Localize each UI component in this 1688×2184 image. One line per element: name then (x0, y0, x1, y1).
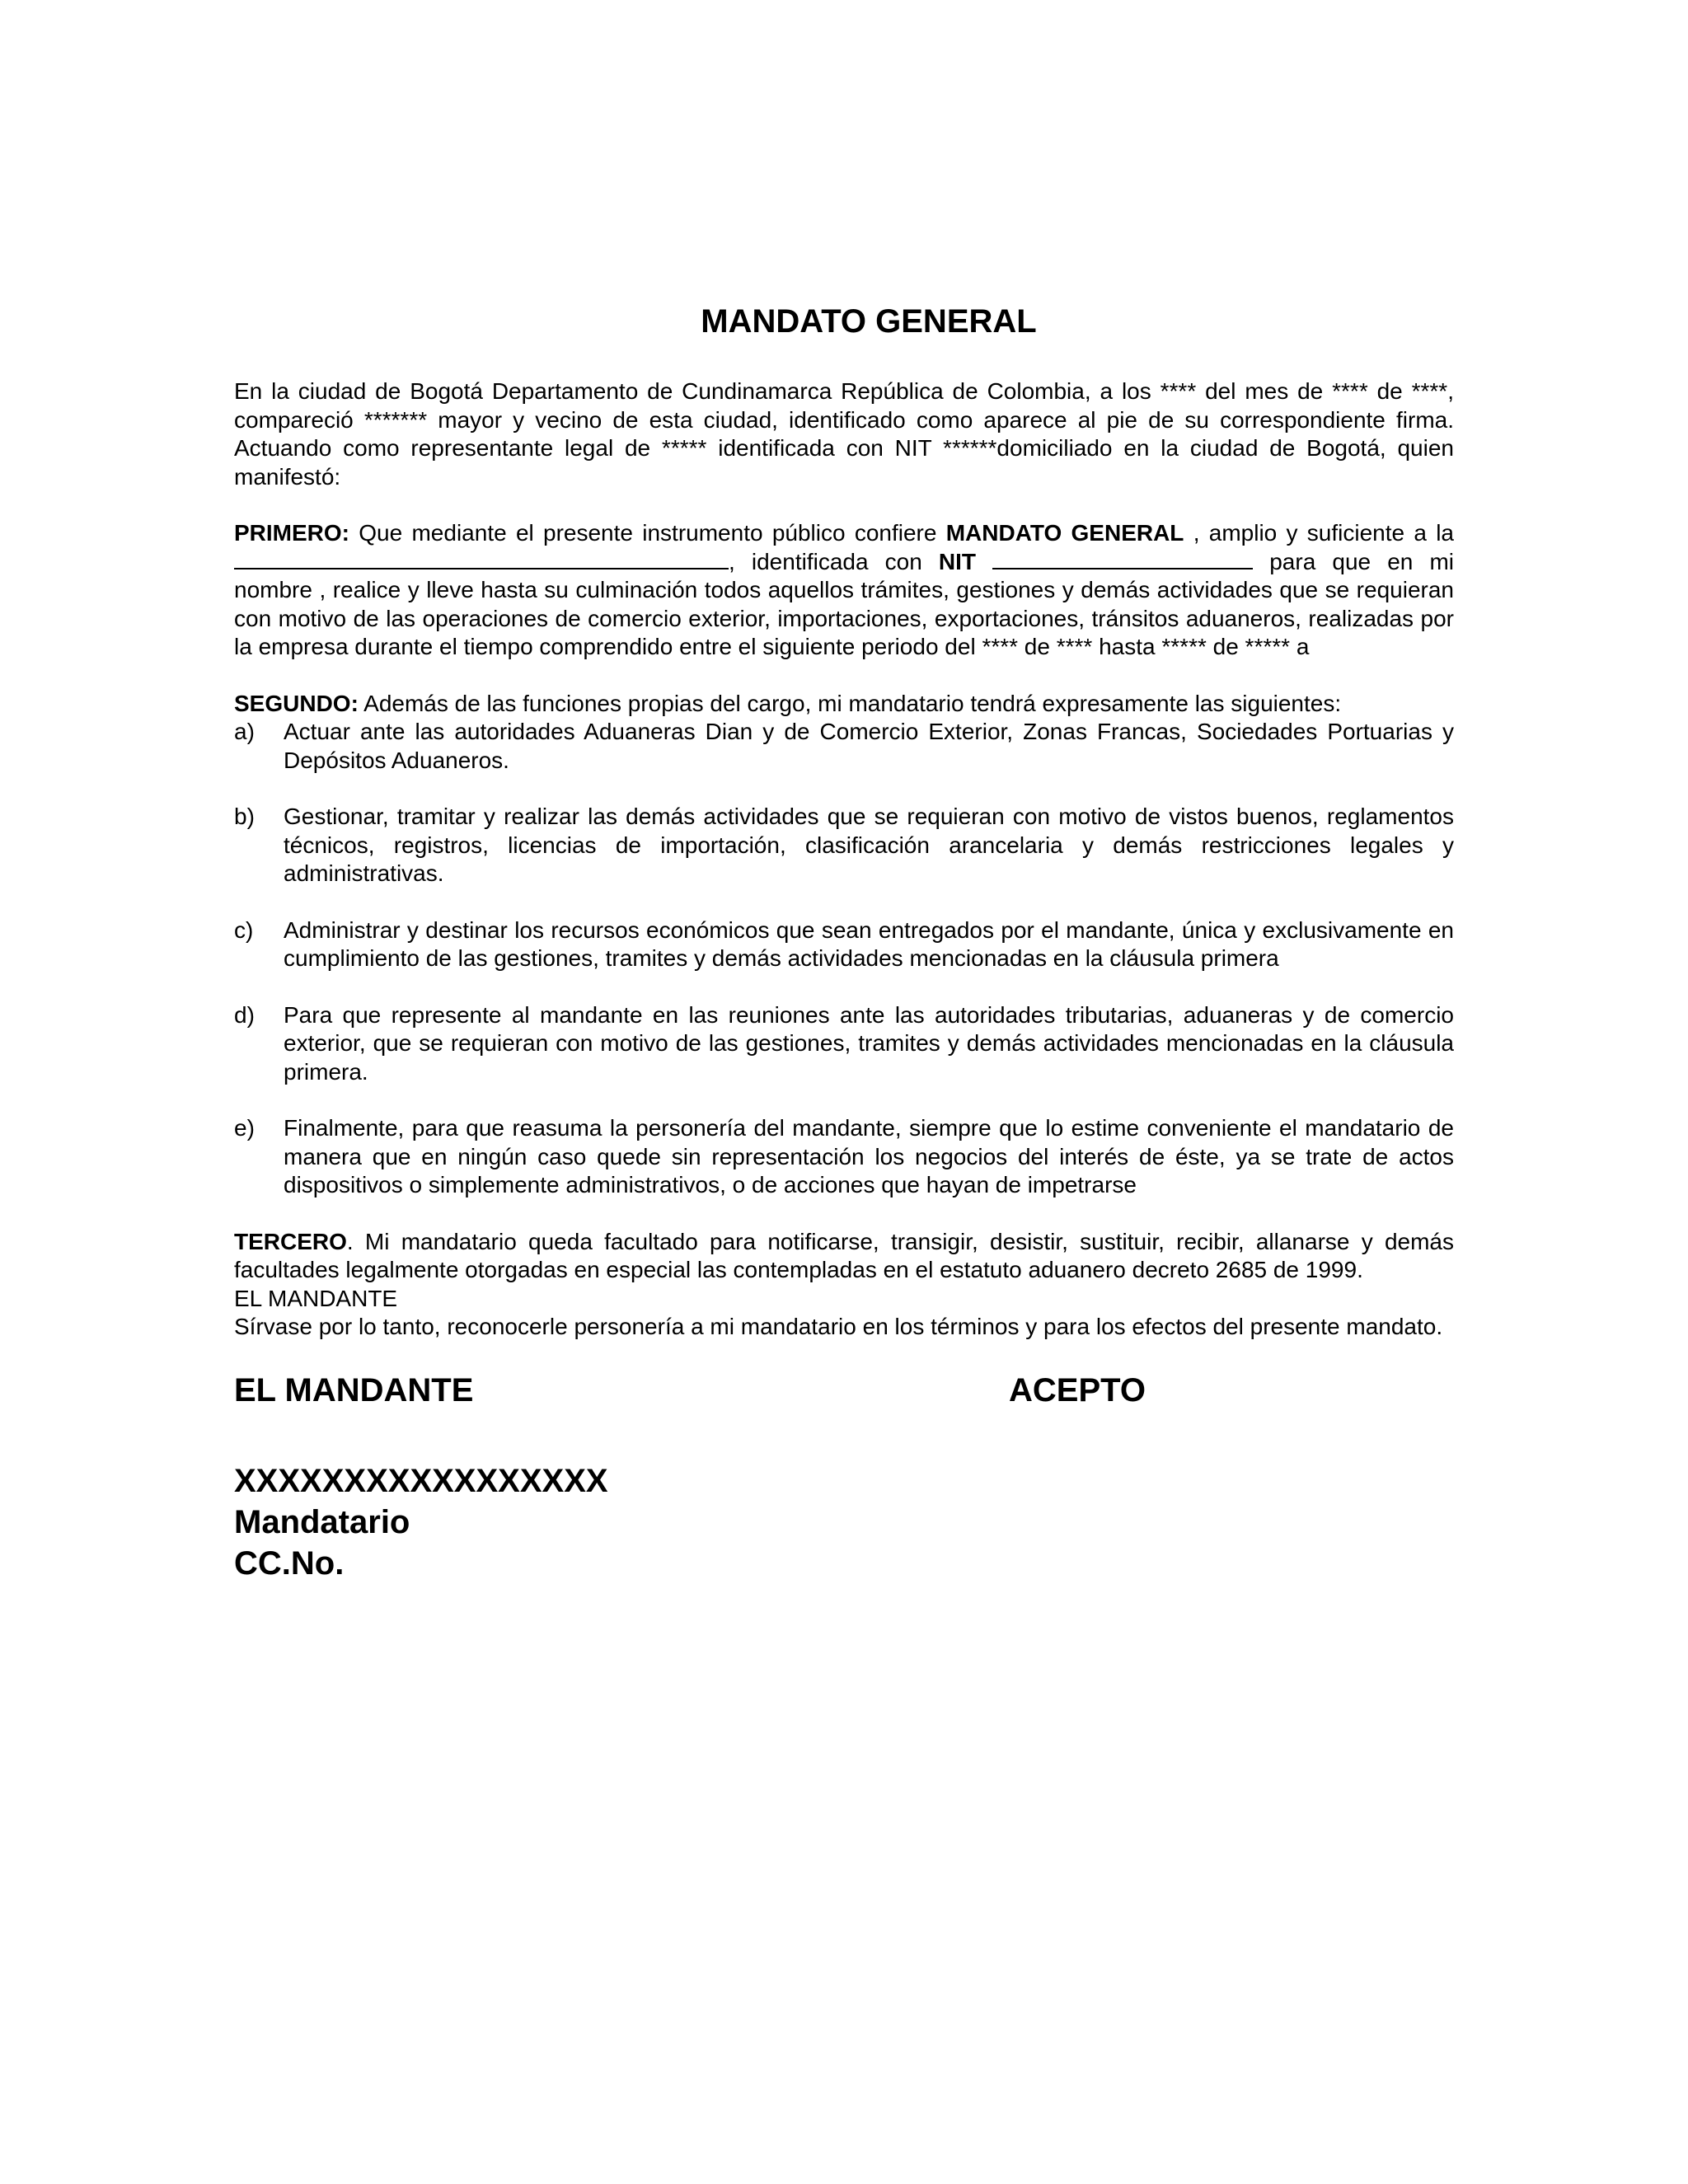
signatory-id-label: CC.No. (234, 1544, 345, 1582)
list-item-text: Actuar ante las autoridades Aduaneras Dian y de Comercio Exterior, Zonas Francas, Sociedades Portuarias y Depósitos Aduaneros. (284, 719, 1454, 773)
clause-segundo-label: SEGUNDO: (234, 690, 359, 716)
list-item-text: Gestionar, tramitar y realizar las demás actividades que se requieran con motivo de vistos buenos, reglamentos técnicos, registros, licencias de importación, clasificación arancelaria y demás restricciones legales y administrativas. (284, 804, 1454, 886)
clause-primero-text-1: Que mediante el presente instrumento público confiere (349, 520, 946, 546)
list-marker: d) (234, 1001, 255, 1028)
signature-row (234, 1370, 1454, 1419)
company-name-blank (234, 548, 729, 569)
document-title: MANDATO GENERAL (701, 303, 1037, 340)
list-item-e (234, 1114, 1454, 1200)
nit-label: NIT (938, 548, 977, 574)
clause-segundo (234, 690, 1454, 719)
closing-paragraph: Sírvase por lo tanto, reconocerle personería a mi mandatario en los términos y para los efectos del presente mandato. (234, 1314, 1443, 1339)
signatory-role: Mandatario (234, 1503, 410, 1540)
signature-left-label: EL MANDANTE (234, 1371, 474, 1408)
signatory-name: XXXXXXXXXXXXXXXXX (234, 1462, 608, 1499)
signature-block (234, 1460, 1454, 1584)
list-item-text: Finalmente, para que reasuma la personería del mandante, siempre que lo estime conveniente el mandatario de manera que en ningún caso quede sin representación los negocios del interés de éste, ya se trate de actos dispositivos o simplemente administrativos, o de acciones que hayan de impetrarse (284, 1115, 1454, 1197)
list-marker: e) (234, 1115, 255, 1141)
clause-primero-label: PRIMERO: (234, 520, 349, 546)
clause-primero-text-4: para que en mi nombre , realice y lleve hasta su culminación todos aquellos trámites, gestiones y demás actividades que se requieran con motivo de las operaciones de comercio exterior, importaciones, exportaciones, tránsitos aduaneros, realizadas por la empresa durante el tiempo comprendido entre el siguiente periodo del **** de **** hasta ***** de ***** a (234, 548, 1454, 659)
list-item-text: Para que represente al mandante en las reuniones ante las autoridades tributarias, aduaneras y de comercio exterior, que se requieran con motivo de las gestiones, tramites y demás actividades mencionadas en la cláusula primera. (284, 1001, 1454, 1085)
list-item-c (234, 916, 1454, 973)
clause-primero-text-3: , identificada con (729, 548, 939, 574)
signature-right-label: ACEPTO (1009, 1371, 1146, 1408)
mandato-general-term: MANDATO GENERAL (945, 520, 1184, 546)
clause-segundo-text: Además de las funciones propias del cargo, mi mandatario tendrá expresamente las siguientes: (358, 690, 1342, 716)
clause-primero (234, 519, 1454, 662)
clause-tercero-text: . Mi mandatario queda facultado para notificarse, transigir, desistir, sustituir, recibir, allanarse y demás facultades legalmente otorgadas en especial las contempladas en el estatuto aduanero decreto 2685 de 1999. (234, 1228, 1454, 1282)
list-item-b (234, 803, 1454, 888)
list-item-text: Administrar y destinar los recursos económicos que sean entregados por el mandante, única y exclusivamente en cumplimiento de las gestiones, tramites y demás actividades mencionadas en la cláusula primera (284, 916, 1454, 971)
list-item-d (234, 1001, 1454, 1087)
list-marker: b) (234, 804, 255, 829)
clause-primero-text-2: , amplio y suficiente a la (1184, 520, 1455, 546)
nit-blank (992, 548, 1253, 569)
list-item-a (234, 718, 1454, 775)
list-marker: a) (234, 719, 255, 744)
el-mandante-line: EL MANDANTE (234, 1285, 398, 1311)
clause-tercero (234, 1228, 1454, 1285)
clause-tercero-label: TERCERO (234, 1228, 347, 1254)
intro-paragraph: En la ciudad de Bogotá Departamento de Cundinamarca República de Colombia, a los **** del mes de **** de ****, compareció ******* mayor y vecino de esta ciudad, identificado como aparece al pie de su correspondiente firma. Actuando como representante legal de ***** identificada con NIT ******domiciliado en la ciudad de Bogotá, quien manifestó: (234, 378, 1454, 490)
list-marker: c) (234, 916, 254, 943)
document-page (234, 298, 1454, 1584)
